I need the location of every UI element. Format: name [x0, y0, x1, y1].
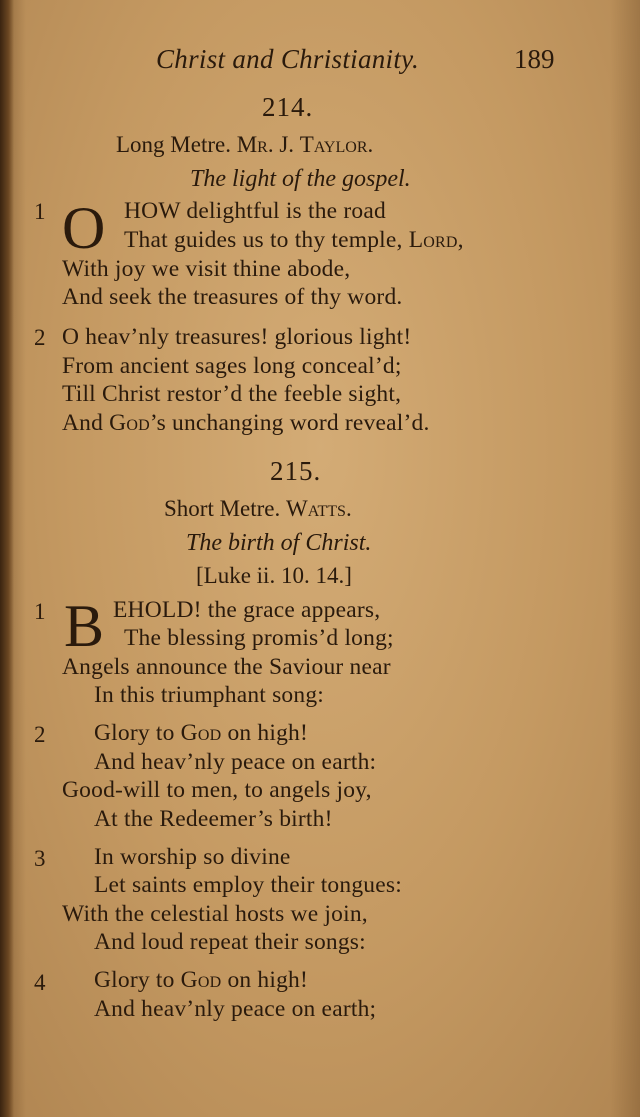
hymn-number: 215.	[270, 456, 322, 486]
verse-line: At the Redeemer’s birth!	[94, 806, 333, 832]
verse-line: Let saints employ their tongues:	[94, 872, 402, 898]
verse-line: That guides us to thy temple, Lord,	[124, 227, 464, 253]
running-title: Christ and Christianity.	[156, 44, 420, 74]
hymn-number: 214.	[262, 92, 314, 122]
lord-small-caps: Lord,	[408, 227, 464, 253]
meter: Long Metre.	[116, 132, 231, 157]
hymn-meter-line	[164, 496, 352, 522]
verse-number: 2	[34, 722, 46, 747]
verse-line: Glory to God on high!	[94, 967, 309, 993]
verse-line: From ancient sages long conceal’d;	[62, 353, 402, 379]
god-small-caps: God	[109, 410, 150, 436]
author-name: Taylor.	[299, 132, 374, 157]
verse-line: Angels announce the Saviour near	[62, 654, 391, 680]
hymn-meter-line	[116, 132, 373, 158]
hymn-subtitle: The birth of Christ.	[186, 530, 372, 556]
scripture-reference: [Luke ii. 10. 14.]	[196, 563, 352, 588]
drop-cap: B	[64, 593, 105, 659]
verse-line: And heav’nly peace on earth;	[94, 996, 377, 1022]
hymn-subtitle: The light of the gospel.	[190, 166, 411, 192]
verse-line: And seek the treasures of thy word.	[62, 284, 403, 310]
verse-line: EHOLD! the grace appears,	[113, 597, 381, 623]
verse-line: Good-will to men, to angels joy,	[62, 777, 372, 803]
verse-line: In worship so divine	[94, 844, 291, 870]
verse-line: In this triumphant song:	[94, 682, 325, 708]
verse-number: 1	[34, 199, 46, 224]
page-number: 189	[514, 44, 555, 74]
verse-number: 4	[34, 970, 46, 995]
verse-number: 3	[34, 846, 46, 871]
verse-line: Glory to God on high!	[94, 720, 309, 746]
verse-line: And heav’nly peace on earth:	[94, 749, 377, 775]
verse-line: With joy we visit thine abode,	[62, 256, 351, 282]
drop-cap: O	[62, 195, 106, 261]
verse-number: 2	[34, 325, 46, 350]
verse-number: 1	[34, 599, 46, 624]
book-spine-shadow	[0, 0, 14, 1117]
god-small-caps: God	[180, 720, 222, 746]
verse-line: The blessing promis’d long;	[124, 625, 394, 651]
verse-line: With the celestial hosts we join,	[62, 901, 368, 927]
verse-line: HOW delightful is the road	[124, 198, 386, 224]
verse-line: And God’s unchanging word reveal’d.	[62, 410, 430, 436]
author-name: Watts.	[286, 496, 352, 521]
meter: Short Metre.	[164, 496, 281, 521]
verse-line: And loud repeat their songs:	[94, 929, 366, 955]
god-small-caps: God	[180, 967, 222, 993]
verse-line: Till Christ restor’d the feeble sight,	[62, 381, 402, 407]
author-prefix: Mr. J.	[236, 132, 295, 157]
verse-line: O heav’nly treasures! glorious light!	[62, 324, 412, 350]
